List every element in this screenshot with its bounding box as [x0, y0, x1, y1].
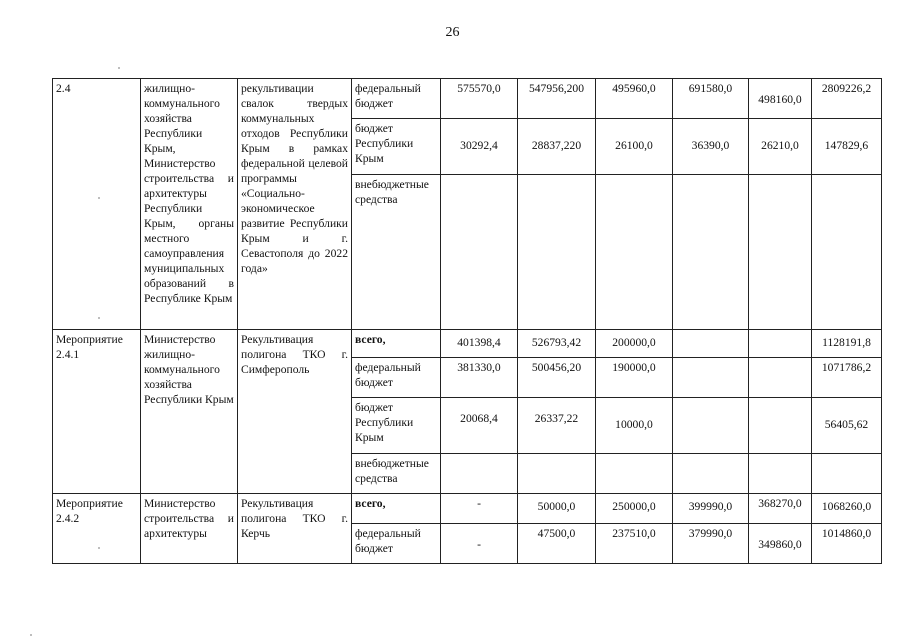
value-cell: 381330,0: [441, 358, 518, 398]
value-cell: [673, 358, 749, 398]
value-cell: [596, 175, 673, 330]
row-code: 2.4: [53, 79, 141, 330]
measure-description: Рекультивация полигона ТКО г. Симферополь: [238, 330, 352, 494]
value-cell: 26210,0: [749, 119, 812, 175]
value-cell: [673, 398, 749, 454]
value-cell: 379990,0: [673, 524, 749, 564]
measure-description: рекультивации свалок твердых коммунальных отходов Республики Крым в рамках федеральной целевой программы «Социально-экономическое развитие Республики Крым и г. Севастополя до 2022 года»: [238, 79, 352, 330]
value-cell: 495960,0: [596, 79, 673, 119]
table-row: [53, 79, 882, 119]
value-cell: 399990,0: [673, 494, 749, 524]
value-cell: 50000,0: [518, 494, 596, 524]
value-cell: [441, 175, 518, 330]
funding-source: всего,: [352, 494, 441, 524]
total-cell: 1014860,0: [812, 524, 882, 564]
measure-description: Рекультивация полигона ТКО г. Керчь: [238, 494, 352, 564]
value-cell: [673, 175, 749, 330]
value-cell: [673, 454, 749, 494]
value-cell: -: [441, 494, 518, 524]
value-cell: 547956,200: [518, 79, 596, 119]
value-cell: 575570,0: [441, 79, 518, 119]
value-cell: 200000,0: [596, 330, 673, 358]
funding-source: федеральный бюджет: [352, 358, 441, 398]
responsible-executor: Министерство строительства и архитектуры: [141, 494, 238, 564]
table-row: [53, 330, 882, 358]
value-cell: [749, 358, 812, 398]
value-cell: 237510,0: [596, 524, 673, 564]
total-cell: 147829,6: [812, 119, 882, 175]
value-cell: [749, 398, 812, 454]
budget-table: [52, 78, 882, 564]
responsible-executor: жилищно-коммунального хозяйства Республики Крым, Министерство строительства и архитектуры Республики Крым, органы местного самоуправления муниципальных образований в Республике Крым: [141, 79, 238, 330]
funding-source: федеральный бюджет: [352, 79, 441, 119]
total-cell: 56405,62: [812, 398, 882, 454]
value-cell: 28837,220: [518, 119, 596, 175]
responsible-executor: Министерство жилищно-коммунального хозяйства Республики Крым: [141, 330, 238, 494]
value-cell: [749, 454, 812, 494]
value-cell: 526793,42: [518, 330, 596, 358]
scan-speck: [98, 547, 100, 549]
value-cell: [596, 454, 673, 494]
funding-source: федеральный бюджет: [352, 524, 441, 564]
value-cell: [518, 454, 596, 494]
value-cell: [518, 175, 596, 330]
funding-source: бюджет Республики Крым: [352, 398, 441, 454]
value-cell: 401398,4: [441, 330, 518, 358]
value-cell: 349860,0: [749, 524, 812, 564]
value-cell: 26100,0: [596, 119, 673, 175]
total-cell: [812, 454, 882, 494]
funding-source: внебюджетные средства: [352, 175, 441, 330]
value-cell: 368270,0: [749, 494, 812, 524]
page-number: 26: [445, 25, 460, 40]
value-cell: [673, 330, 749, 358]
value-cell: 190000,0: [596, 358, 673, 398]
scan-speck: [118, 67, 120, 69]
row-code: Мероприятие 2.4.2: [53, 494, 141, 564]
value-cell: 20068,4: [441, 398, 518, 454]
total-cell: 1128191,8: [812, 330, 882, 358]
scan-speck: [98, 317, 100, 319]
total-cell: 2809226,2: [812, 79, 882, 119]
scan-speck: [98, 197, 100, 199]
value-cell: [749, 175, 812, 330]
value-cell: 691580,0: [673, 79, 749, 119]
funding-source: внебюджетные средства: [352, 454, 441, 494]
scan-speck: [30, 634, 32, 636]
value-cell: 47500,0: [518, 524, 596, 564]
value-cell: 26337,22: [518, 398, 596, 454]
funding-source: бюджет Республики Крым: [352, 119, 441, 175]
table-row: [53, 494, 882, 524]
value-cell: 498160,0: [749, 79, 812, 119]
value-cell: 250000,0: [596, 494, 673, 524]
total-cell: 1071786,2: [812, 358, 882, 398]
value-cell: -: [441, 524, 518, 564]
value-cell: 500456,20: [518, 358, 596, 398]
value-cell: 30292,4: [441, 119, 518, 175]
funding-source: всего,: [352, 330, 441, 358]
row-code: Мероприятие 2.4.1: [53, 330, 141, 494]
total-cell: [812, 175, 882, 330]
total-cell: 1068260,0: [812, 494, 882, 524]
value-cell: [441, 454, 518, 494]
value-cell: 10000,0: [596, 398, 673, 454]
value-cell: 36390,0: [673, 119, 749, 175]
value-cell: [749, 330, 812, 358]
